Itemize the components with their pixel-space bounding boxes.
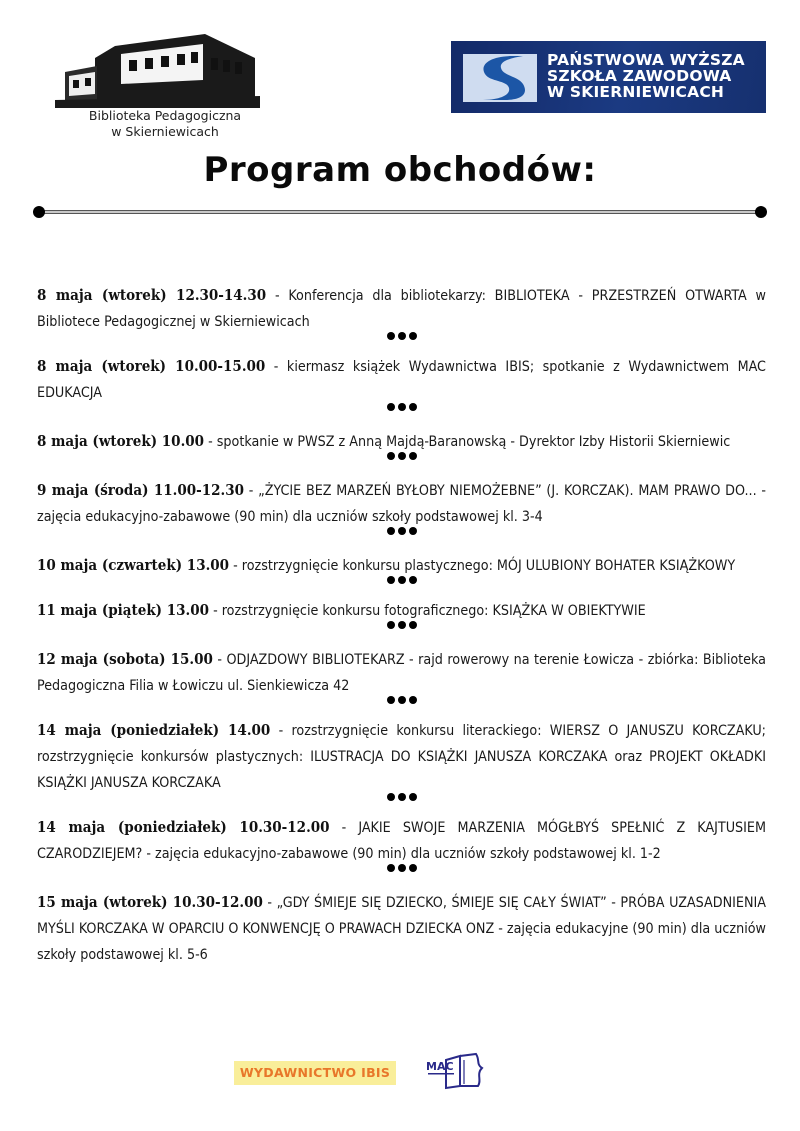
event-description: - ODJAZDOWY BIBLIOTEKARZ - rajd rowerowy na terenie Łowicza - zbiórka: Biblioteka Pedagogiczna Filia w Łowiczu ul. Sienkiewicza 42 — [37, 652, 766, 694]
event-item — [37, 477, 766, 530]
event-date: 8 maja (wtorek) 12.30-14.30 — [37, 286, 267, 304]
pwsz-logo — [451, 41, 766, 113]
pwsz-name-line3: W SKIERNIEWICACH — [547, 83, 725, 101]
event-item — [37, 814, 766, 867]
library-building-icon — [55, 28, 260, 108]
event-date: 12 maja (sobota) 15.00 — [37, 650, 213, 668]
event-description: - spotkanie w PWSZ z Anną Majdą-Baranowską - Dyrektor Izby Historii Skierniewic — [204, 434, 731, 450]
library-name-line1: Biblioteka Pedagogiczna — [88, 108, 242, 123]
wydawnictwo-ibis-logo: WYDAWNICTWO IBIS — [234, 1061, 396, 1085]
pwsz-name-line2: SZKOŁA ZAWODOWA — [547, 67, 732, 85]
event-list — [37, 282, 766, 968]
event-item — [37, 353, 766, 406]
pwsz-s-mark-icon — [463, 54, 537, 102]
event-date: 14 maja (poniedziałek) 14.00 — [37, 721, 271, 739]
event-description: - JAKIE SWOJE MARZENIA MÓGŁBYŚ SPEŁNIĆ Z KAJTUSIEM CZARODZIEJEM? - zajęcia edukacyjno-zabawowe (90 min) dla uczniów szkoły podstawowej kl. 1-2 — [37, 820, 766, 862]
event-date: 10 maja (czwartek) 13.00 — [37, 556, 230, 574]
event-description: - Konferencja dla bibliotekarzy: BIBLIOTEKA - PRZESTRZEŃ OTWARTA w Bibliotece Pedagogicznej w Skierniewicach — [37, 288, 766, 330]
event-date: 15 maja (wtorek) 10.30-12.00 — [37, 893, 263, 911]
event-item — [37, 646, 766, 699]
event-date: 14 maja (poniedziałek) 10.30-12.00 — [37, 818, 330, 836]
event-date: 8 maja (wtorek) 10.00-15.00 — [37, 357, 266, 375]
divider-dot-left — [33, 206, 45, 218]
pwsz-name-line1: PAŃSTWOWA WYŻSZA — [547, 51, 745, 69]
biblioteka-pedagogiczna-logo — [45, 28, 265, 146]
divider-dot-right — [755, 206, 767, 218]
event-item — [37, 717, 766, 796]
event-date: 8 maja (wtorek) 10.00 — [37, 432, 205, 450]
event-description: - rozstrzygnięcie konkursu fotograficznego: KSIĄŻKA W OBIEKTYWIE — [209, 603, 646, 619]
event-description: - rozstrzygnięcie konkursu plastycznego: MÓJ ULUBIONY BOHATER KSIĄŻKOWY — [229, 558, 736, 574]
event-description: - kiermasz książek Wydawnictwa IBIS; spotkanie z Wydawnictwem MAC EDUKACJA — [37, 359, 766, 401]
event-item — [37, 282, 766, 335]
event-description: - „ŻYCIE BEZ MARZEŃ BYŁOBY NIEMOŻEBNE” (J. KORCZAK). MAM PRAWO DO... - zajęcia edukacyjno-zabawowe (90 min) dla uczniów szkoły podstawowej kl. 3-4 — [37, 483, 766, 525]
page-title: Program obchodów: — [203, 150, 597, 190]
title-divider — [33, 205, 767, 219]
event-description: - „GDY ŚMIEJE SIĘ DZIECKO, ŚMIEJE SIĘ CAŁY ŚWIAT” - PRÓBA UZASADNIENIA MYŚLI KORCZAKA W OPARCIU O KONWENCJĘ O PRAWACH DZIECKA ONZ - zajęcia edukacyjne (90 min) dla uczniów szkoły podstawowej kl. 5-6 — [37, 895, 766, 963]
separator-dots-icon — [37, 400, 766, 420]
event-item — [37, 889, 766, 968]
event-date: 9 maja (środa) 11.00-12.30 — [37, 481, 244, 499]
library-name-line2: w Skierniewicach — [111, 124, 219, 139]
event-date: 11 maja (piątek) 13.00 — [37, 601, 210, 619]
mac-edukacja-logo-icon — [424, 1052, 498, 1090]
svg-text:MAC: MAC — [426, 1060, 454, 1073]
pwsz-name — [547, 52, 745, 100]
event-description: - rozstrzygnięcie konkursu literackiego: WIERSZ O JANUSZU KORCZAKU; rozstrzygnięcie konkursów plastycznych: ILUSTRACJA DO KSIĄŻKI JANUSZA KORCZAKA oraz PROJEKT OKŁADKI KSIĄŻKI JANUSZA KORCZAKA — [37, 723, 766, 791]
